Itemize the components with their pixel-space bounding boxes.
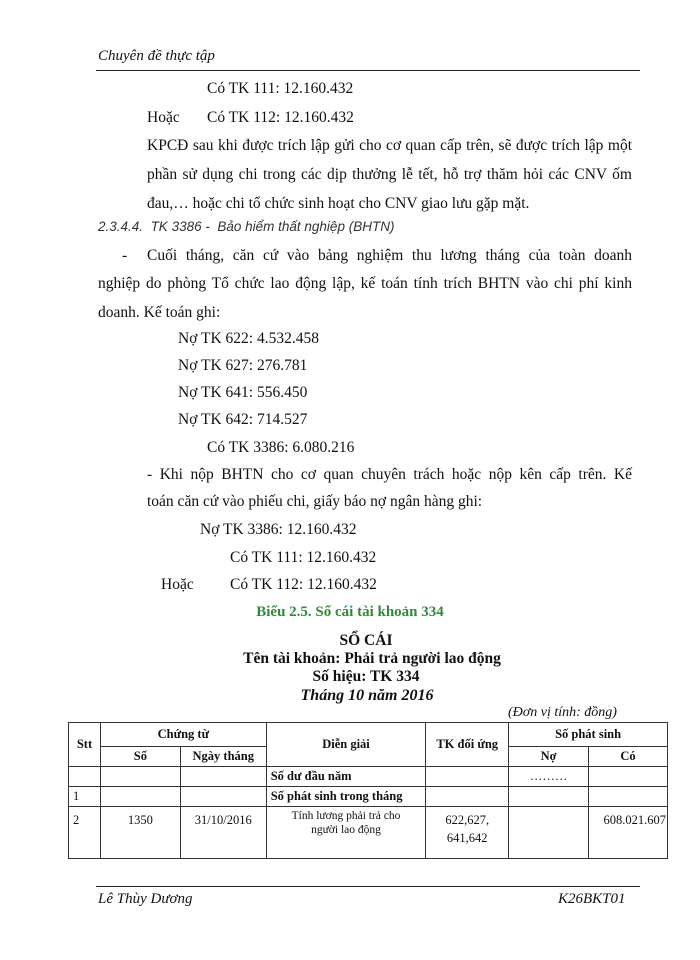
bhtn-first-line: Cuối tháng, căn cứ vào bảng nghiệm thu lương tháng của toàn doanh — [147, 247, 632, 264]
kpcd-paragraph: KPCĐ sau khi được trích lập gửi cho cơ quan cấp trên, sẽ được trích lập một phần sử dụng chi trong các dịp thưởng lễ tết, hỗ trợ thăm hỏi các CNV ốm đau,… hoặc chi tổ chức sinh hoạt cho CNV giao lưu gặp mặt. — [147, 137, 632, 212]
debit-entry-642: Nợ TK 642: 714.527 — [178, 411, 308, 428]
header-voucher-no: Số — [100, 747, 180, 767]
footer-divider — [96, 886, 640, 887]
section-heading — [98, 219, 394, 234]
row1-label: Số phát sinh trong tháng — [266, 787, 426, 807]
header-amount: Số phát sinh — [509, 723, 668, 747]
row2-stt: 2 — [69, 807, 101, 859]
bhtn-rest: nghiệp do phòng Tổ chức lao động lập, kế toán tính trích BHTN vào chi phí kinh doanh. Kế toán ghi: — [98, 275, 632, 321]
header-stt: Stt — [69, 723, 101, 767]
row2-counter-account — [426, 807, 509, 859]
entry-credit-112-b: Có TK 112: 12.160.432 — [230, 576, 377, 593]
entry-debit-3386: Nợ TK 3386: 12.160.432 — [200, 521, 357, 538]
ledger-table — [68, 722, 668, 859]
table-row — [69, 787, 668, 807]
header-description: Diễn giải — [266, 723, 426, 767]
header-voucher-date: Ngày tháng — [180, 747, 266, 767]
row2-description-line1: Tính lương phải trả cho — [291, 810, 401, 822]
entry-credit-111-b: Có TK 111: 12.160.432 — [230, 549, 377, 566]
header-counter-account: TK đối ứng — [426, 723, 509, 767]
payment-second-line: toán căn cứ vào phiếu chi, giấy báo nợ ngân hàng ghi: — [147, 493, 483, 510]
ledger-period: Tháng 10 năm 2016 — [300, 687, 434, 704]
opening-balance-label: Số dư đầu năm — [266, 767, 426, 787]
ledger-title: SỔ CÁI — [339, 632, 393, 649]
header-divider — [96, 70, 640, 71]
footer-class: K26BKT01 — [558, 891, 626, 907]
table-row — [69, 767, 668, 787]
debit-entry-641: Nợ TK 641: 556.450 — [178, 384, 308, 401]
header-credit: Có — [589, 747, 668, 767]
credit-entry-3386: Có TK 3386: 6.080.216 — [207, 439, 355, 456]
page-header-title: Chuyên đề thực tập — [98, 48, 215, 64]
ledger-unit: (Đơn vị tính: đồng) — [508, 705, 617, 720]
bhtn-bullet: - — [122, 247, 128, 264]
row2-description-line2: người lao động — [311, 824, 381, 836]
section-account: TK 3386 - — [150, 219, 210, 234]
payment-first-line: - Khi nộp BHTN cho cơ quan chuyên trách hoặc nộp kên cấp trên. Kế — [147, 466, 632, 483]
header-debit: Nợ — [509, 747, 589, 767]
entry-or-label-b: Hoặc — [161, 576, 194, 593]
table-row — [69, 807, 668, 859]
entry-credit-112: Có TK 112: 12.160.432 — [207, 109, 354, 126]
row1-stt: 1 — [69, 787, 101, 807]
entry-or-label: Hoặc — [147, 109, 180, 126]
row2-credit: 608.021.607 — [589, 807, 668, 859]
row2-voucher-date: 31/10/2016 — [180, 807, 266, 859]
header-voucher: Chứng từ — [100, 723, 266, 747]
debit-entry-627: Nợ TK 627: 276.781 — [178, 357, 308, 374]
entry-credit-111: Có TK 111: 12.160.432 — [207, 80, 354, 97]
ledger-caption: Biểu 2.5. Sổ cái tài khoản 334 — [256, 604, 444, 620]
opening-balance-debit: ……… — [509, 767, 589, 787]
row2-counter-line2: 641,642 — [446, 831, 488, 845]
debit-entry-622: Nợ TK 622: 4.532.458 — [178, 330, 319, 347]
table-header-row — [69, 723, 668, 747]
ledger-account-name: Tên tài khoản: Phải trả người lao động — [243, 650, 501, 667]
footer-author: Lê Thùy Dương — [98, 891, 193, 907]
section-number: 2.3.4.4. — [98, 219, 144, 234]
row2-description — [266, 807, 426, 859]
section-title: Bảo hiểm thất nghiệp (BHTN) — [217, 219, 395, 234]
row2-voucher-no: 1350 — [100, 807, 180, 859]
row2-counter-line1: 622,627, — [445, 813, 490, 827]
ledger-account-no: Số hiệu: TK 334 — [312, 668, 420, 685]
